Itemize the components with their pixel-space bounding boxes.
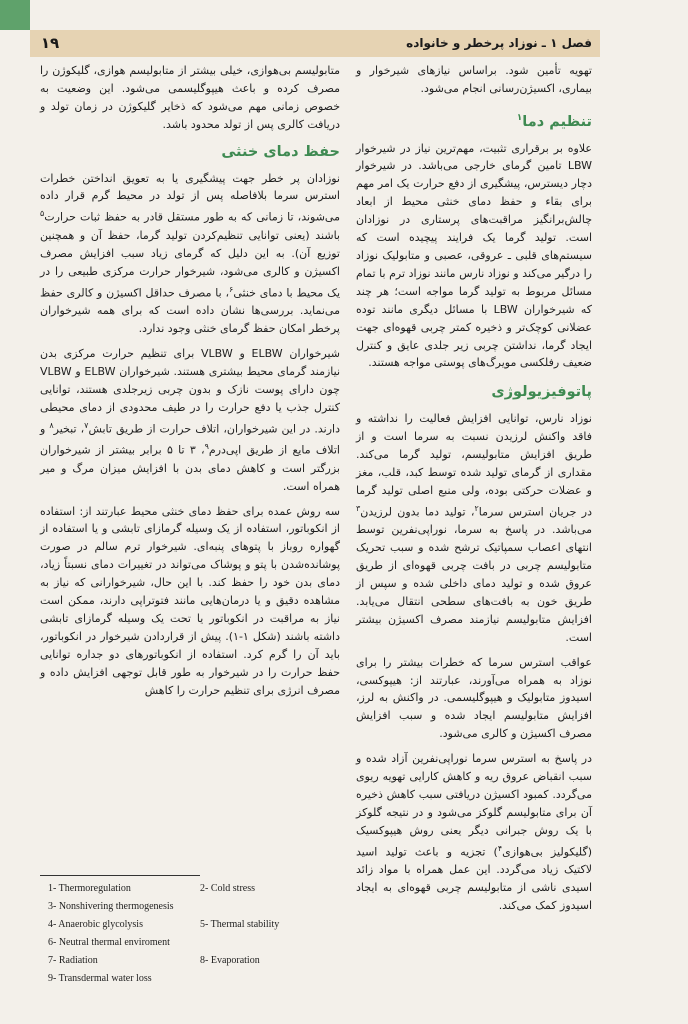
paragraph-patho-2: عواقب استرس سرما که خطرات بیشتر را برای نوزاد به همراه می‌آورند، عبارتند از: هیپوکسی، اسیدوز متابولیک و هیپوگلیسمی. در واکنش به لرز، افزایش متابولیسم ایجاد شده و سبب افزایش مصرف اکسیژن و کالری می‌شود. (356, 655, 592, 741)
left-column (40, 62, 340, 707)
footnote-4: 4- Anaerobic glycolysis (48, 919, 143, 930)
paragraph-neutral-2: شیرخواران ELBW و VLBW برای تنظیم حرارت مرکزی بدن نیازمند گرمای محیط بیشتری هستند. شیرخواران ELBW و VLBW چون دارای پوست نازک و بدون چربی زیرجلدی هستند، توانایی کنترل جذب یا دفع حرارت را در طیف محدودی از دمای محیطی دارند. در این شیرخواران، اتلاف حرارت از طریق تابش$^۷$، تبخیر$^۸$ و اتلاف مایع از طریق اپی‌درم$^۹$، ۳ تا ۵ برابر بیشتر از شیرخواران بزرگتر است و کاهش دمای بدن با افزایش میزان مرگ و میر همراه است. (40, 347, 341, 493)
footnote-divider (40, 875, 200, 876)
footnotes-left (48, 880, 198, 988)
section-heading-temperature: تنظیم دما$^۱$ (516, 112, 592, 130)
green-edge (0, 0, 30, 30)
footnote-8: 8- Evaporation (200, 955, 260, 966)
footnote-6: 6- Neutral thermal enviroment (48, 937, 170, 948)
footnote-7: 7- Radiation (48, 955, 98, 966)
paragraph-continued: متابولیسم بی‌هوازی، خیلی بیشتر از متابولیسم هوازی، گلیکوژن را مصرف کرده و باعث هیپوگلیسمی می‌شود. این وضعیت به خصوص زمانی مهم می‌شود که ذخایر گلیکوژن در زمان تولد و دریافت کالری پس از تولد محدود باشد. (40, 64, 340, 131)
paragraph-patho-3: در پاسخ به استرس سرما نوراپی‌نفرین آزاد شده و سبب انقباض عروق ریه و کاهش کارایی تهویه ریوی می‌گردد. کمبود اکسیژن دریافتی سبب کاهش ذخیره آن برای متابولیسم گلوکز می‌شود و در نتیجه گلوکز با یک روش جبرانی دیگر یعنی روش هیپوکسیک (گلیکولیز بی‌هوازی$^۴$) تجزیه و باعث تولید اسید لاکتیک زیاد می‌گردد. این عمل همراه با مواد زائد اسیدی ناشی از متابولیسم چربی قهوه‌ای به ایجاد اسیدوز کمک می‌کند. (356, 752, 592, 913)
footnote-9: 9- Transdermal water loss (48, 973, 152, 984)
paragraph-patho-1: نوزاد نارس، توانایی افزایش فعالیت را نداشته و فاقد واکنش لرزیدن نسبت به سرما است و از طریق افزایش متابولیسم، تولید گرما می‌کند. مقداری از گرمای تولید شده توسط کبد، قلب، مغز و عضلات حرکتی بوده، ولی منبع اصلی تولید گرما در جریان استرس سرما$^۲$، تولید دما بدون لرزیدن$^۳$ می‌باشد. در پاسخ به سرما، نوراپی‌نفرین توسط انتهای اعصاب سمپاتیک ترشح شده و سبب تحریک متابولیسم چربی در بافت چربی قهوه‌ای از طریق عروق شده و تولید دمای داخلی شده و سپس از طریق خون به بافت‌های سطحی انتقال می‌یابد. افزایش متابولیسم نیازمند مصرف اکسیژن بیشتر است. (356, 412, 592, 644)
section-heading-pathophysiology: پاتوفیزیولوژی (491, 384, 592, 401)
paragraph-neutral-1: نوزادان پر خطر جهت پیشگیری یا به تعویق انداختن خطرات استرس سرما بلافاصله پس از تولد در محیط گرم قرار داده می‌شوند، تا زمانی که به طور مستقل قادر به حفظ ثبات حرارت$^۵$ باشند (یعنی توانایی تنظیم‌کردن تولید گرما، حفظ آن و همچنین توزیع آن). به این دلیل که گرمای زیاد سبب افزایش مصرف اکسیژن و کالری می‌شود، شیرخوار حرارت مرکزی طبیعی را در یک محیط با دمای خنثی$^۶$، با مصرف حداقل اکسیژن و کالری حفظ می‌نماید. بررسی‌ها نشان داده است که برای همه شیرخواران پرخطر امکان حفظ گرمای خنثی وجود ندارد. (40, 171, 341, 336)
paragraph-intro: تهویه تأمین شود. براساس نیازهای شیرخوار و بیماری، اکسیژن‌رسانی انجام می‌شود. (356, 64, 592, 95)
footnote-3: 3- Nonshivering thermogenesis (48, 901, 174, 912)
paragraph-temperature-1: علاوه بر برقراری تثبیت، مهم‌ترین نیاز در شیرخوار LBW تامین گرمای خارجی می‌باشد. در شیرخوار دچار دیسترس، پیشگیری از دفع حرارت یک امر مهم برای بقاء و حفظ دمای خنثی محیط از ابعاد چالش‌برانگیز مراقبت‌های پرستاری در نوزادان است. تولید گرما یک فرایند پیچیده است که سیستم‌های قلبی ـ عروقی، عصبی و متابولیک نوزاد را درگیر می‌کند و نوزاد نارس مانند نوزاد ترم با تمام مسائل مربوط به تولید گرما مواجه است؛ هر چند که شیرخواران LBW با مسائل دیگری مانند توده عضلانی کوچک‌تر و ذخیره کمتر چربی قهوه‌ای جهت ایجاد گرما، نداشتن چربی زیر جلدی عایق و کنترل ضعیف رفلکسی مویرگ‌های پوستی مواجه هستند. (356, 141, 592, 370)
footnote-2: 2- Cold stress (200, 883, 255, 894)
chapter-title: فصل ۱ ـ نوزاد پرخطر و خانواده (406, 36, 592, 50)
paragraph-neutral-3: سه روش عمده برای حفظ دمای خنثی محیط عبارتند از: استفاده از انکوباتور، استفاده از یک وسیله گرمازای تابشی و یا استفاده از گهواره روباز با پتوهای پنبه‌ای. شیرخوار ترم سالم در صورت پوشانده‌شدن با پتو و پوشاک می‌تواند در تغییرات دمای نسبتاً زیاد، دمای بدن خود را حفظ کند. با این حال، شیرخوارانی که نیاز به مشاهده دقیق و یا درمان‌هایی مانند فتوتراپی دارند، ممکن است نیاز به مراقبت در انکوباتور یا تحت یک وسیله گرمازای تابشی داشته باشند (شکل ۱-۱). پیش از قراردادن شیرخوار در انکوباتور، باید آن را گرم کرد. استفاده از انکوباتورهای دو جداره توانایی حفظ حرارت را در شیرخوار به طور قابل توجهی افزایش داده و مصرف انرژی برای تنظیم حرارت را کاهش (40, 504, 340, 697)
footnote-5: 5- Thermal stability (200, 919, 280, 930)
footnote-1: 1- Thermoregulation (48, 883, 131, 894)
right-column (356, 62, 592, 922)
page-number: ۱۹ (40, 34, 60, 52)
footnotes-right (200, 880, 350, 970)
section-heading-neutral-thermal: حفظ دمای خنثی (221, 143, 340, 160)
